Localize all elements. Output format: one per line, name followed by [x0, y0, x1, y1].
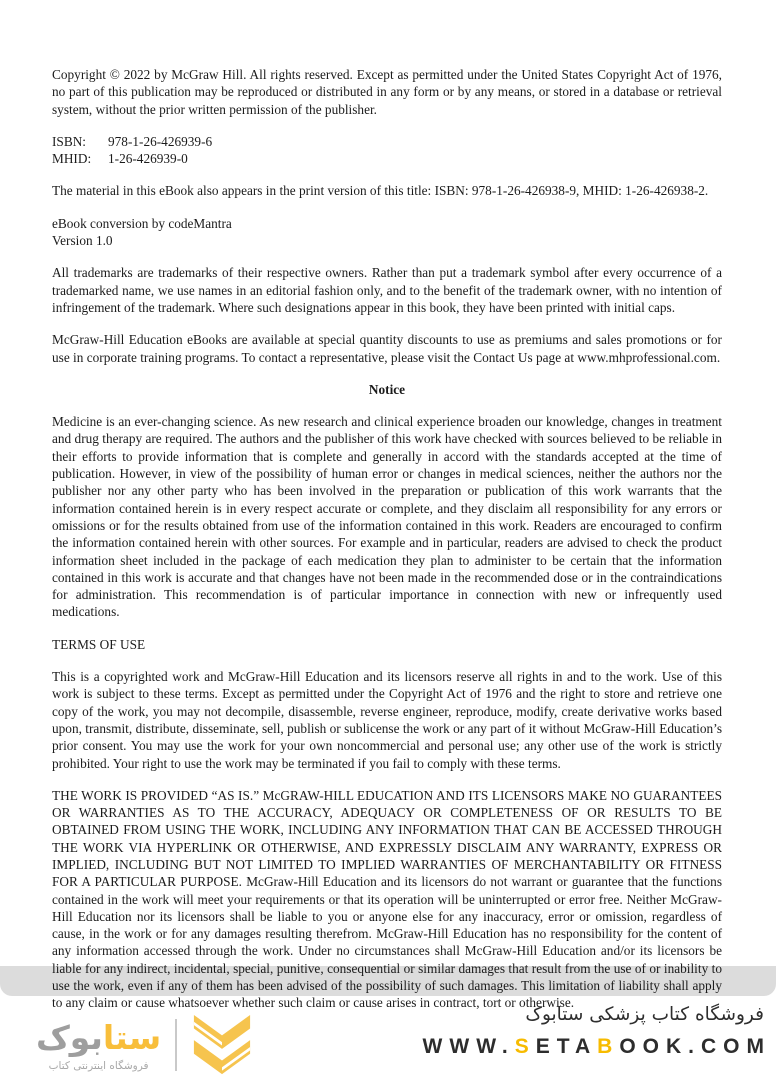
wordmark-yellow-part: ستا: [102, 1017, 162, 1057]
discounts-paragraph: McGraw-Hill Education eBooks are available at special quantity discounts to use as premiums and sales promotions or for use in corporate training programs. To contact a representative, please visit the Contact Us page at www.mhprofessional.com.: [52, 332, 722, 365]
footer-right-block: [422, 1002, 771, 1059]
trademarks-paragraph: All trademarks are trademarks of their respective owners. Rather than put a trademark symbol after every occurrence of a trademarked name, we use names in an editorial fashion only, and to the benefit of the trademark owner, with no intention of infringement of the trademark. Where such designations appear in this book, they have been printed with initial caps.: [52, 265, 722, 315]
url-segment-accent: B: [597, 1035, 620, 1058]
conversion-line: eBook conversion by codeMantra: [52, 215, 232, 231]
setabook-wordmark-block: [36, 1018, 161, 1073]
setabook-wordmark: [36, 1018, 161, 1058]
store-title: فروشگاه کتاب پزشکی ستابوک: [525, 1004, 764, 1025]
logo-divider: [175, 1019, 177, 1071]
url-segment: WWW.: [422, 1035, 515, 1058]
warranty-disclaimer-paragraph: THE WORK IS PROVIDED “AS IS.” McGRAW-HILL EDUCATION AND ITS LICENSORS MAKE NO GUARANTEES OR WARRANTIES AS TO THE ACCURACY, ADEQUACY OR COMPLETENESS OF OR RESULTS TO BE OBTAINED FROM USING THE WORK, INCLUDING ANY INFORMATION THAT CAN BE ACCESSED THROUGH THE WORK VIA HYPERLINK OR OTHERWISE, AND EXPRESSLY DISCLAIM ANY WARRANTY, EXPRESS OR IMPLIED, INCLUDING BUT NOT LIMITED TO IMPLIED WARRANTIES OF MERCHANTABILITY OR FITNESS FOR A PARTICULAR PURPOSE. McGraw-Hill Education and its licensors do not warrant or guarantee that the functions contained in the work will meet your requirements or that its operation will be uninterrupted or error free. Neither McGraw-Hill Education nor its licensors shall be liable to you or anyone else for any inaccuracy, error or omission, regardless of cause, in the work or for any damages resulting therefrom. McGraw-Hill Education has no responsibility for the content of any information accessed through the work. Under no circumstances shall McGraw-Hill Education and/or its licensors be liable for any indirect, incidental, special, punitive, consequential or similar damages that result from the use of or inability to use the work, even if any of them has been advised of the possibility of such damages. This limitation of liability shall apply to any claim or cause whatsoever whether such claim or cause arises in contract, tort or otherwise.: [52, 787, 722, 1011]
isbn-block: [52, 133, 722, 168]
logo-tagline: فروشگاه اینترنتی کتاب: [48, 1059, 149, 1072]
setabook-chevron-emblem-icon: [191, 1012, 253, 1078]
website-url[interactable]: [423, 1035, 771, 1059]
url-segment: ETA: [535, 1035, 598, 1058]
url-segment: OOK.COM: [619, 1035, 771, 1058]
isbn-label: ISBN:: [52, 133, 86, 149]
isbn-line: [52, 133, 722, 150]
url-segment-accent: S: [514, 1035, 536, 1058]
wordmark-gray-part: بوک: [36, 1017, 103, 1057]
copyright-page-text: [52, 66, 722, 1027]
notice-heading: Notice: [368, 381, 406, 397]
print-version-paragraph: The material in this eBook also appears in the print version of this title: ISBN: 978-1-26-426938-9, MHID: 1-26-426938-2.: [52, 183, 709, 199]
mhid-line: [52, 150, 722, 167]
notice-paragraph: Medicine is an ever-changing science. As new research and clinical experience broaden our knowledge, changes in treatment and drug therapy are required. The authors and the publisher of this work have checked with sources believed to be reliable in their efforts to provide information that is complete and generally in accord with the standards accepted at the time of publication. However, in view of the possibility of human error or changes in medical sciences, neither the authors nor the publisher nor any other party who has been involved in the preparation or publication of this work warrants that the information contained herein is in every respect accurate or complete, and they disclaim all responsibility for any errors or omissions or for the results obtained from use of the information contained in this work. Readers are encouraged to confirm the information contained herein with other sources. For example and in particular, readers are advised to check the product information sheet included in the package of each medication they plan to administer to be certain that the information contained in this work is accurate and that changes have not been made in the recommended dose or in the contraindications for administration. This recommendation is of particular importance in connection with new or infrequently used medications.: [52, 414, 722, 620]
terms-paragraph: This is a copyrighted work and McGraw-Hill Education and its licensors reserve all rights in and to the work. Use of this work is subject to these terms. Except as permitted under the Copyright Act of 1976 and the right to store and retrieve one copy of the work, you may not decompile, disassemble, reverse engineer, reproduce, modify, create derivative works based upon, transmit, distribute, disseminate, sell, publish or sublicense the work or any part of it without McGraw-Hill Education’s prior consent. You may use the work for your own noncommercial and personal use; any other use of the work is strictly prohibited. Your right to use the work may be terminated if you fail to comply with these terms.: [52, 669, 722, 771]
mhid-value: 1-26-426939-0: [108, 151, 188, 167]
bookstore-footer: [0, 1002, 776, 1079]
setabook-logo[interactable]: [36, 1012, 253, 1078]
isbn-value: 978-1-26-426939-6: [108, 133, 213, 149]
conversion-block: [52, 215, 722, 250]
mhid-label: MHID:: [52, 151, 92, 167]
version-line: Version 1.0: [52, 233, 113, 249]
copyright-paragraph: Copyright © 2022 by McGraw Hill. All rights reserved. Except as permitted under the United States Copyright Act of 1976, no part of this publication may be reproduced or distributed in any form or by any means, or stored in a database or retrieval system, without the prior written permission of the publisher.: [52, 67, 722, 117]
terms-of-use-heading: TERMS OF USE: [52, 636, 146, 652]
